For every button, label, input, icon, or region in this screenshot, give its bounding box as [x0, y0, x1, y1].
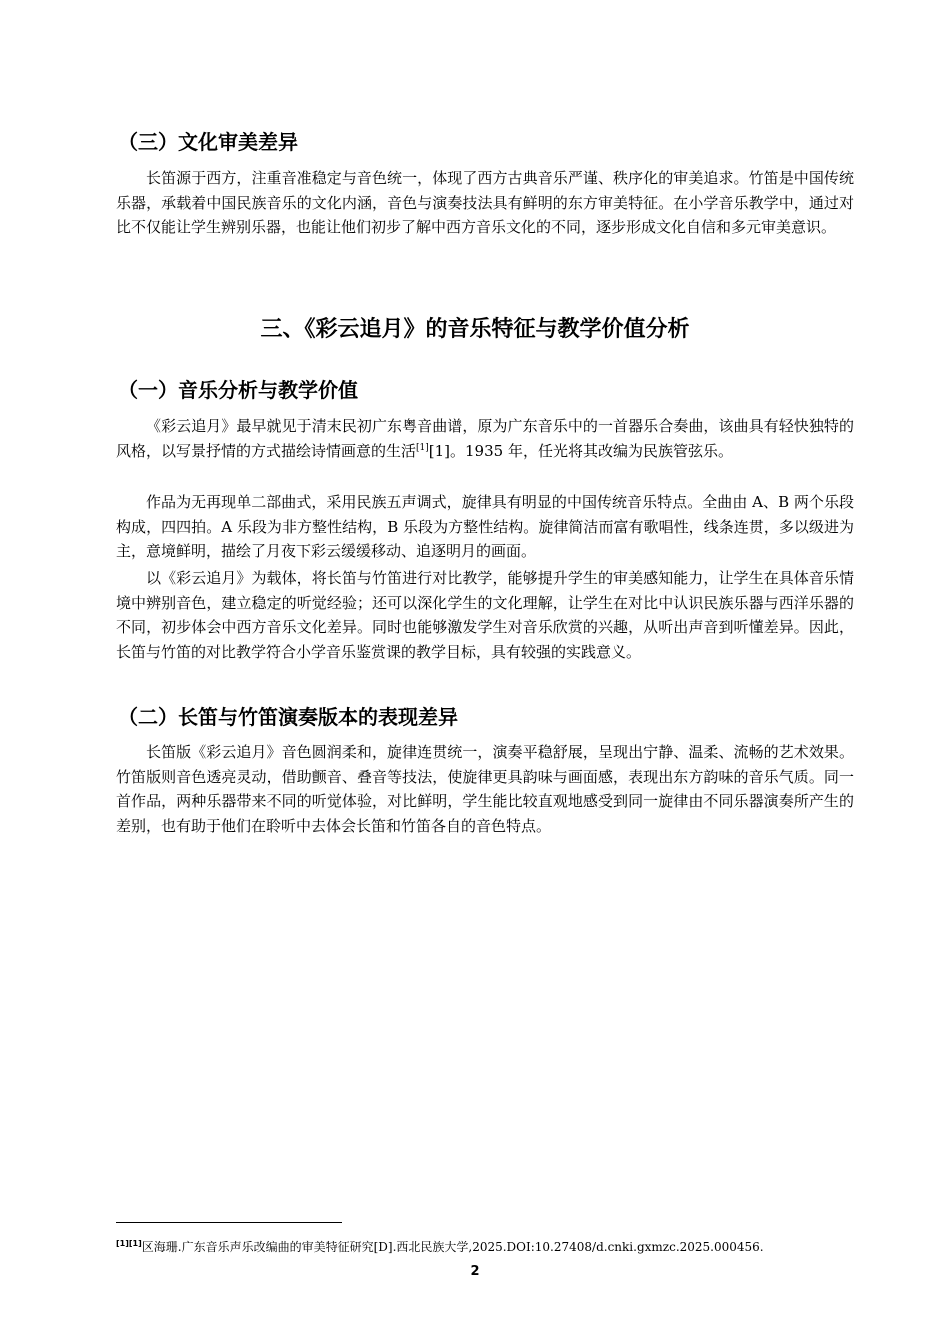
- chapter-heading-3: 三、《彩云追月》的音乐特征与教学价值分析: [260, 317, 690, 342]
- paragraph-teaching-value: 以《彩云追月》为载体，将长笛与竹笛进行对比教学，能够提升学生的审美感知能力，让学生在具体音乐情境中辨别音色，建立稳定的听觉经验；还可以深化学生的文化理解，让学生在对比中认识民族乐器与西洋乐器的不同，初步体会中西方音乐文化差异。同时也能够激发学生对音乐欣赏的兴趣，从听出声音到听懂差异。因此，长笛与竹笛的对比教学符合小学音乐鉴赏课的教学目标，具有较强的实践意义。: [116, 569, 854, 661]
- footnote-text: 区海珊.广东音乐声乐改编曲的审美特征研究[D].西北民族大学,2025.DOI:10.27408/d.cnki.gxmzc.2025.000456.: [141, 1240, 764, 1254]
- paragraph-performance-differences: 长笛版《彩云追月》音色圆润柔和，旋律连贯统一，演奏平稳舒展，呈现出宁静、温柔、流畅的艺术效果。竹笛版则音色透亮灵动，借助颤音、叠音等技法，使旋律更具韵味与画面感，表现出东方韵味的音乐气质。同一首作品，两种乐器带来不同的听觉体验，对比鲜明，学生能比较直观地感受到同一旋律由不同乐器演奏所产生的差别，也有助于他们在聆听中去体会长笛和竹笛各自的音色特点。: [116, 743, 854, 835]
- section-heading-performance-differences: （二）长笛与竹笛演奏版本的表现差异: [118, 705, 458, 729]
- footnote-mark: [1][1]: [116, 1239, 142, 1248]
- paragraph-structure: 作品为无再现单二部曲式，采用民族五声调式，旋律具有明显的中国传统音乐特点。全曲由 A、B 两个乐段构成，四四拍。A 乐段为非方整性结构，B 乐段为方整性结构。旋律简洁而富有歌唱性，线条连贯，多以级进为主，意境鲜明，描绘了月夜下彩云缓缓移动、追逐明月的画面。: [116, 493, 854, 560]
- paragraph-origin-tail: [1]。1935 年，任光将其改编为民族管弦乐。: [428, 441, 733, 460]
- paragraph-origin: [116, 414, 854, 463]
- footnote: [116, 1236, 876, 1255]
- paragraph-origin-text: 《彩云追月》最早就见于清末民初广东粤音曲谱，原为广东音乐中的一首器乐合奏曲，该曲具有轻快独特的风格，以写景抒情的方式描绘诗情画意的生活: [116, 417, 854, 460]
- section-heading-cultural-aesthetics: （三）文化审美差异: [118, 130, 298, 154]
- section-heading-music-analysis: （一）音乐分析与教学价值: [118, 378, 358, 402]
- citation-superscript[interactable]: [1]: [416, 442, 429, 453]
- page-number: 2: [470, 1264, 480, 1279]
- paragraph-cultural-aesthetics: 长笛源于西方，注重音准稳定与音色统一，体现了西方古典音乐严谨、秩序化的审美追求。竹笛是中国传统乐器，承载着中国民族音乐的文化内涵，音色与演奏技法具有鲜明的东方审美特征。在小学音乐教学中，通过对比不仅能让学生辨别乐器，也能让他们初步了解中西方音乐文化的不同，逐步形成文化自信和多元审美意识。: [116, 169, 854, 236]
- footnote-separator: [116, 1222, 342, 1223]
